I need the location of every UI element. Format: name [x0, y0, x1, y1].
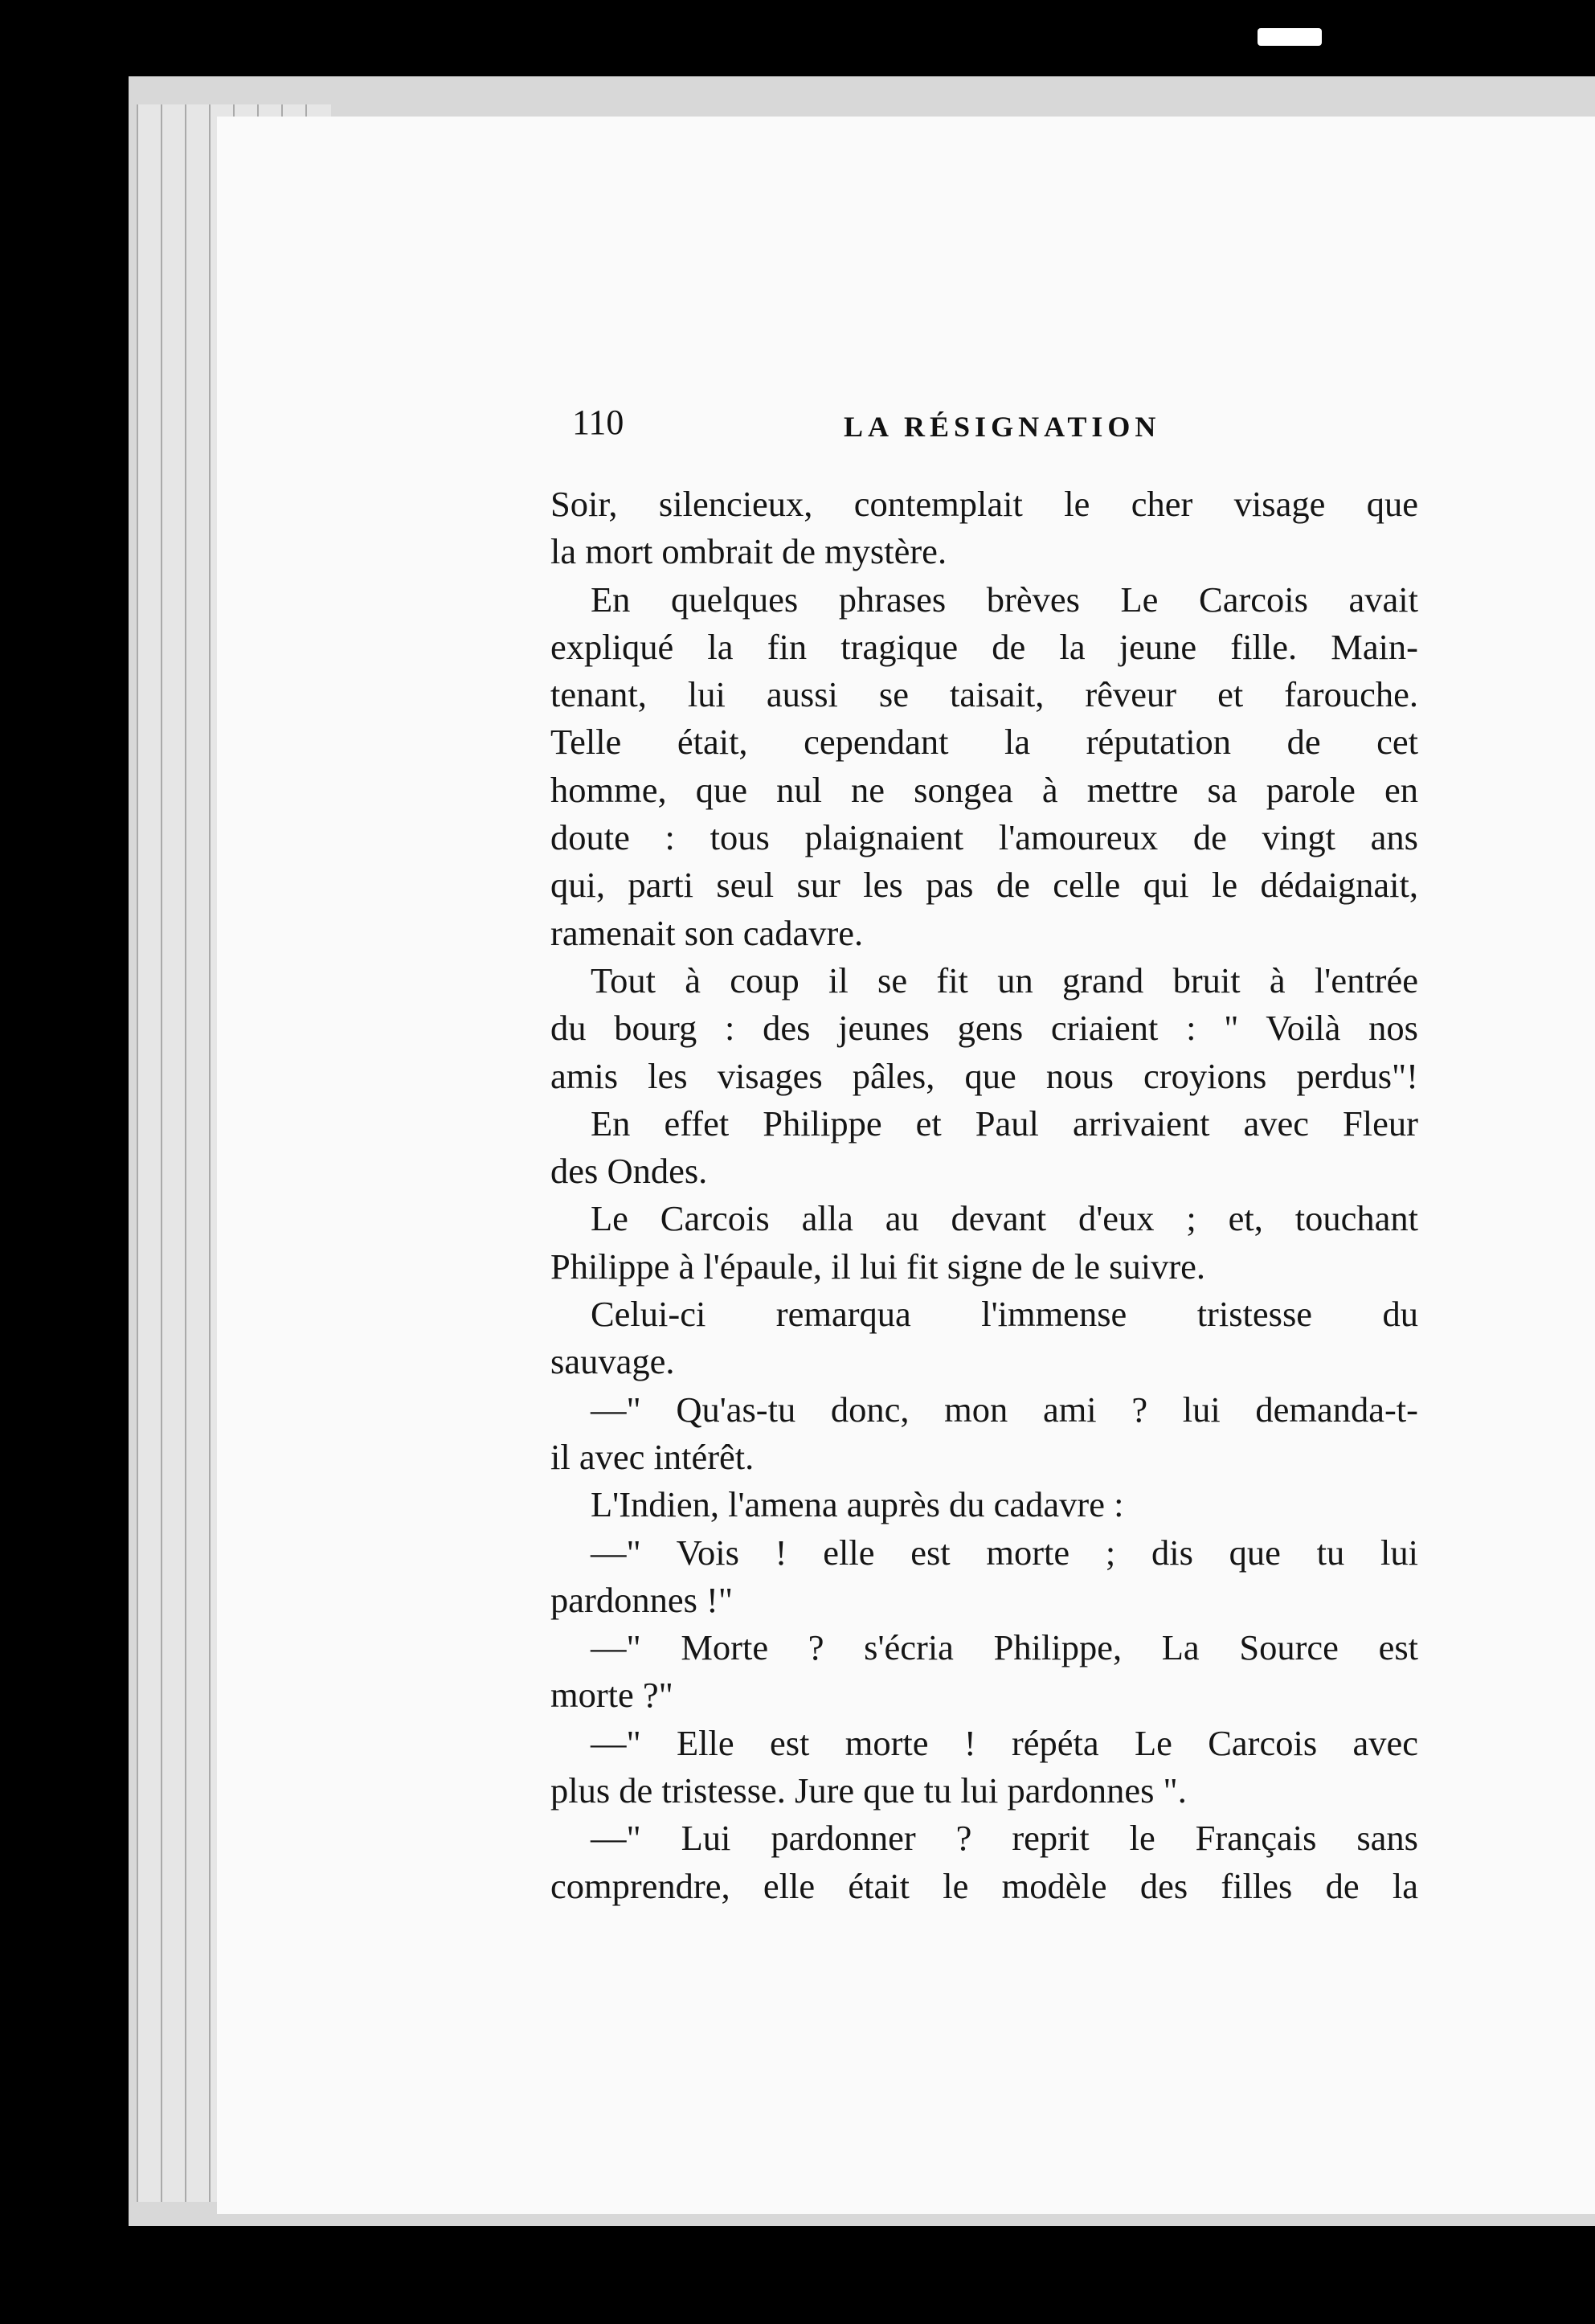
- text-line: Philippe à l'épaule, il lui fit signe de le suivre.: [550, 1246, 1206, 1287]
- text-line: expliqué la fin tragique de la jeune fille. Main-: [550, 626, 1418, 667]
- text-line: Tout à coup il se fit un grand bruit à l'entrée: [591, 959, 1418, 1000]
- text-line: Soir, silencieux, contemplait le cher visage que: [550, 484, 1418, 524]
- page-edge: [161, 104, 186, 2202]
- body-text: [550, 481, 1418, 1910]
- text-line: —" Vois ! elle est morte ; dis que tu lui: [591, 1532, 1418, 1573]
- text-line: En effet Philippe et Paul arrivaient avec Fleur: [591, 1103, 1418, 1144]
- text-line: —" Morte ? s'écria Philippe, La Source est: [591, 1627, 1418, 1668]
- text-line: il avec intérêt.: [550, 1436, 755, 1477]
- running-title: LA RÉSIGNATION: [844, 411, 1161, 443]
- text-line: Telle était, cependant la réputation de cet: [550, 722, 1418, 763]
- text-line: —" Lui pardonner ? reprit le Français sans: [591, 1818, 1418, 1859]
- text-line: amis les visages pâles, que nous croyions perdus"!: [550, 1055, 1418, 1096]
- text-line: sauvage.: [550, 1341, 675, 1382]
- text-line: —" Qu'as-tu donc, mon ami ? lui demanda-t-: [591, 1389, 1418, 1430]
- text-line: du bourg : des jeunes gens criaient : " Voilà nos: [550, 1008, 1418, 1049]
- text-line: L'Indien, l'amena auprès du cadavre :: [591, 1484, 1124, 1525]
- text-line: pardonnes !": [550, 1579, 733, 1620]
- text-line: plus de tristesse. Jure que tu lui pardonnes ".: [550, 1770, 1187, 1811]
- text-line: ramenait son cadavre.: [550, 912, 864, 953]
- page-edge: [137, 104, 162, 2202]
- text-line: Le Carcois alla au devant d'eux ; et, touchant: [591, 1198, 1418, 1239]
- text-line: des Ondes.: [550, 1151, 708, 1192]
- text-line: tenant, lui aussi se taisait, rêveur et farouche.: [550, 674, 1418, 715]
- text-line: —" Elle est morte ! répéta Le Carcois avec: [591, 1722, 1418, 1763]
- page-number: 110: [572, 403, 624, 442]
- text-line: comprendre, elle était le modèle des filles de la: [550, 1865, 1418, 1906]
- text-line: doute : tous plaignaient l'amoureux de vingt ans: [550, 817, 1418, 858]
- text-line: morte ?": [550, 1675, 673, 1716]
- film-corner-mark: [1258, 28, 1322, 46]
- text-line: qui, parti seul sur les pas de celle qui le dédaignait,: [550, 865, 1418, 906]
- page-edge: [185, 104, 211, 2202]
- text-line: homme, que nul ne songea à mettre sa parole en: [550, 769, 1418, 810]
- text-line: la mort ombrait de mystère.: [550, 531, 947, 572]
- text-line: Celui-ci remarqua l'immense tristesse du: [591, 1294, 1418, 1335]
- text-line: En quelques phrases brèves Le Carcois avait: [591, 579, 1418, 620]
